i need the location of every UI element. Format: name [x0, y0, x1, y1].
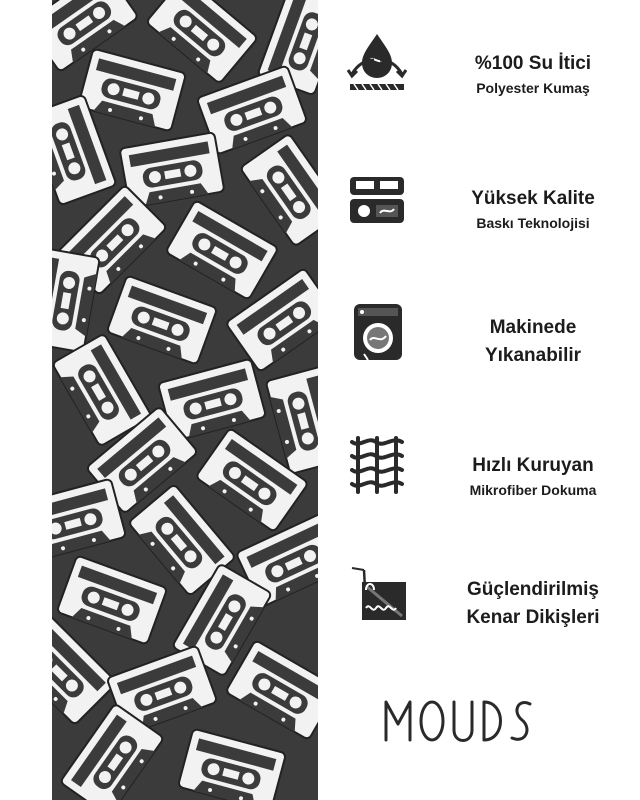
feature-list [330, 0, 640, 680]
cassette-pattern-graphic [52, 0, 318, 800]
feature-subtitle: Kenar Dikişleri [466, 607, 600, 628]
feature-title: Makinede [489, 317, 577, 338]
water-repellent-icon [344, 30, 410, 96]
feature-subtitle: Mikrofiber Dokuma [469, 482, 597, 498]
brand-logo [380, 690, 540, 750]
feature-water-repellent [330, 30, 640, 120]
cassette-pattern-fabric [52, 0, 318, 800]
feature-title: Hızlı Kuruyan [472, 455, 594, 476]
feature-title: %100 Su İtici [474, 53, 592, 74]
feature-subtitle: Baskı Teknolojisi [476, 215, 590, 231]
feature-quick-dry [330, 432, 640, 522]
reinforced-stitch-icon [344, 560, 410, 626]
feature-title: Yüksek Kalite [471, 188, 595, 209]
feature-subtitle: Polyester Kumaş [476, 80, 590, 96]
feature-subtitle: Yıkanabilir [484, 345, 582, 366]
feature-print-quality [330, 165, 640, 255]
feature-title: Güçlendirilmiş [467, 579, 599, 600]
washing-machine-icon [344, 298, 410, 364]
feature-machine-washable [330, 298, 640, 388]
quick-dry-icon [344, 432, 410, 498]
feature-reinforced-stitching [330, 560, 640, 650]
print-quality-icon [344, 165, 410, 231]
